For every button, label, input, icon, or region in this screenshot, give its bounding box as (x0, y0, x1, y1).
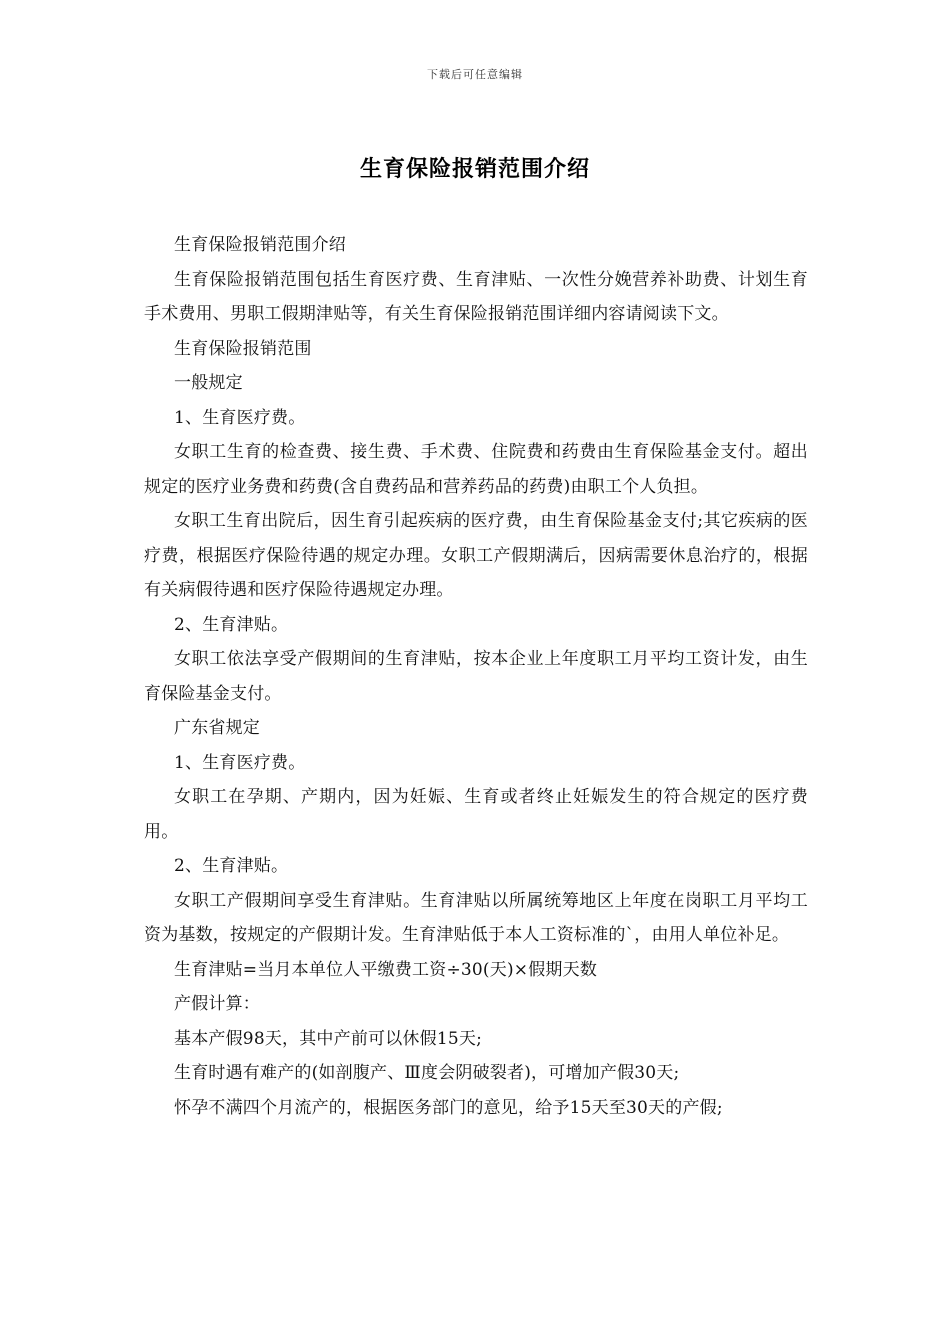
document-title: 生育保险报销范围介绍 (359, 157, 590, 182)
paragraph-gd-allowance-rule: 女职工产假期间享受生育津贴。生育津贴以所属统筹地区上年度在岗职工月平均工资为基数，按规定的产假期计发。生育津贴低于本人工资标准的`，由用人单位补足。 (144, 890, 808, 945)
paragraph-post-discharge: 女职工生育出院后，因生育引起疾病的医疗费，由生育保险基金支付;其它疾病的医疗费，根据医疗保险待遇的规定办理。女职工产假期满后，因病需要休息治疗的，根据有关病假待遇和医疗保险待遇规定办理。 (144, 511, 808, 600)
paragraph-leave-calc-heading: 产假计算： (174, 994, 260, 1014)
document-body (144, 228, 808, 1125)
paragraph-section-heading: 生育保险报销范围 (174, 338, 312, 359)
paragraph-allowance-formula: 生育津贴=当月本单位人平缴费工资÷30(天)×假期天数 (174, 959, 598, 980)
paragraph-general-rules: 一般规定 (174, 373, 243, 393)
paragraph-miscarriage: 怀孕不满四个月流产的，根据医务部门的意见，给予15天至30天的产假; (174, 1097, 723, 1118)
paragraph-medical-costs: 女职工生育的检查费、接生费、手术费、住院费和药费由生育保险基金支付。超出规定的医疗业务费和药费(含自费药品和营养药品的药费)由职工个人负担。 (144, 442, 808, 497)
paragraph-difficult-birth: 生育时遇有难产的(如剖腹产、Ⅲ度会阴破裂者)，可增加产假30天; (174, 1063, 680, 1083)
paragraph-item-medical: 1、生育医疗费。 (174, 407, 306, 428)
paragraph-item-allowance: 2、生育津贴。 (174, 614, 289, 635)
paragraph-guangdong-rules: 广东省规定 (174, 718, 260, 738)
paragraph-gd-item-allowance: 2、生育津贴。 (174, 856, 289, 876)
page-header-note: 下载后可任意编辑 (427, 68, 523, 81)
paragraph-intro: 生育保险报销范围包括生育医疗费、生育津贴、一次性分娩营养补助费、计划生育手术费用、男职工假期津贴等，有关生育保险报销范围详细内容请阅读下文。 (144, 269, 808, 324)
paragraph-allowance-rule: 女职工依法享受产假期间的生育津贴，按本企业上年度职工月平均工资计发，由生育保险基金支付。 (144, 649, 808, 704)
paragraph-gd-medical-costs: 女职工在孕期、产期内，因为妊娠、生育或者终止妊娠发生的符合规定的医疗费用。 (144, 787, 808, 842)
paragraph-gd-item-medical: 1、生育医疗费。 (174, 752, 306, 773)
paragraph-intro-heading: 生育保险报销范围介绍 (174, 235, 346, 255)
paragraph-basic-leave: 基本产假98天，其中产前可以休假15天; (174, 1028, 482, 1049)
